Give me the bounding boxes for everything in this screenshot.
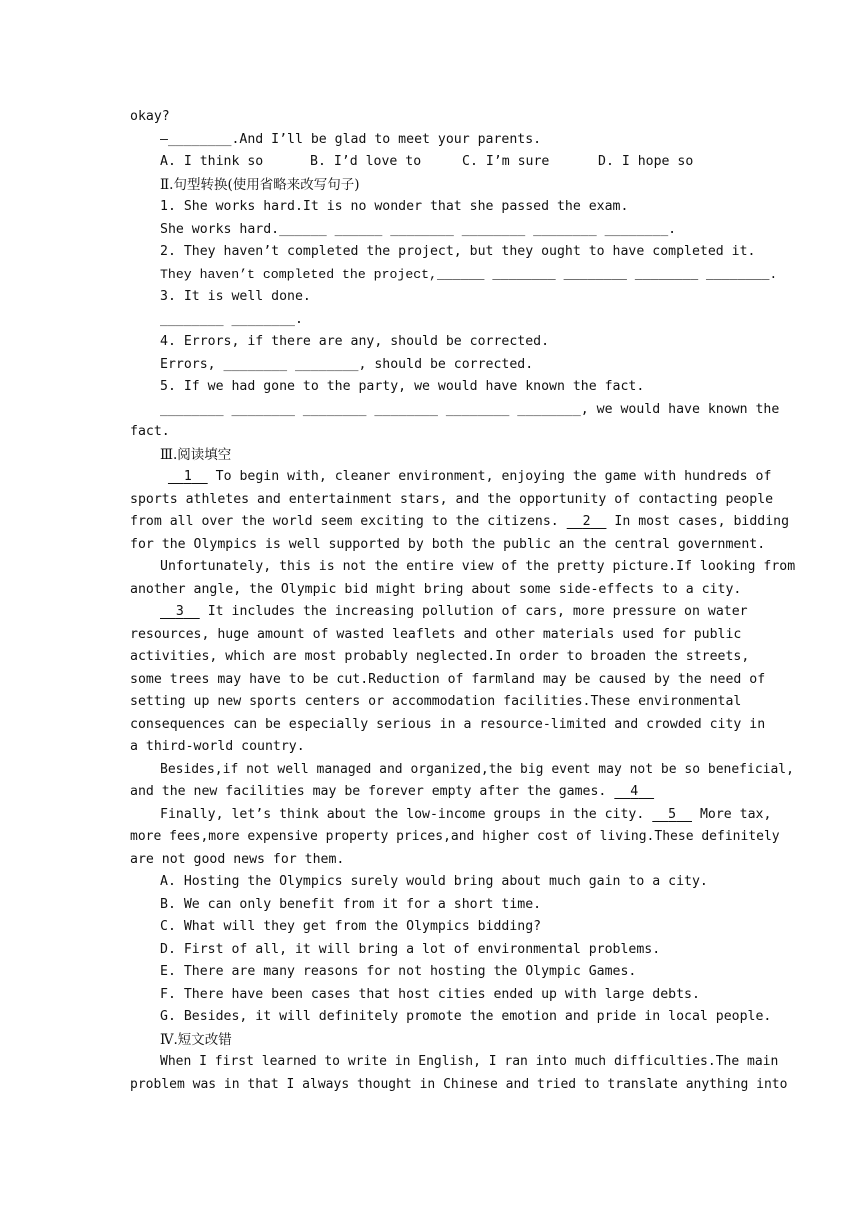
question-continuation: okay? xyxy=(130,109,170,124)
exercise-line: She works hard.______ ______ ________ ________ ________ ________. xyxy=(160,221,677,237)
reading-option-e: E. There are many reasons for not hosting the Olympic Games. xyxy=(160,964,637,979)
option-b: B. I’d love to xyxy=(310,154,422,169)
reading-option-g: G. Besides, it will definitely promote the emotion and pride in local people. xyxy=(160,1009,772,1024)
exercise-line: They haven’t completed the project,______ ________ ________ ________ ________. xyxy=(160,266,778,282)
exercise-line: 1. She works hard.It is no wonder that she passed the exam. xyxy=(160,199,629,214)
option-c: C. I’m sure xyxy=(462,154,550,169)
exercise-line: Errors, ________ ________, should be corrected. xyxy=(160,356,534,372)
option-a: A. I think so xyxy=(160,154,264,169)
option-d: D. I hope so xyxy=(598,154,694,169)
exercise-line: 3. It is well done. xyxy=(160,289,311,304)
gap-4: 4 xyxy=(630,784,639,799)
passage-line: setting up new sports centers or accommodation facilities.These environmental xyxy=(130,694,742,709)
reading-option-c: C. What will they get from the Olympics bidding? xyxy=(160,919,542,934)
passage-line: resources, huge amount of wasted leaflets and other materials used for public xyxy=(130,626,742,642)
passage-line: from all over the world seem exciting to the citizens. 2 In most cases, bidding xyxy=(130,514,790,529)
section-heading-reading-fill: Ⅲ.阅读填空 xyxy=(160,446,232,463)
passage-line: 3 It includes the increasing pollution of cars, more pressure on water xyxy=(130,601,730,624)
passage-line: 1 To begin with, cleaner environment, enjoying the game with hundreds of xyxy=(130,466,730,489)
gap-1: 1 xyxy=(183,469,192,484)
passage-line: are not good news for them. xyxy=(130,851,345,867)
reading-option-d: D. First of all, it will bring a lot of environmental problems. xyxy=(160,941,661,957)
reading-option-f: F. There have been cases that host cities ended up with large debts. xyxy=(160,986,700,1002)
gap-3: 3 xyxy=(175,604,184,619)
exercise-line: ________ ________. xyxy=(160,311,303,327)
reading-option-b: B. We can only benefit from it for a short time. xyxy=(160,896,542,912)
section-heading-sentence-transform: Ⅱ.句型转换(使用省略来改写句子) xyxy=(160,176,360,193)
passage-line: Besides,if not well managed and organized,the big event may not be so beneficial, xyxy=(160,761,794,777)
passage-line: some trees may have to be cut.Reduction of farmland may be caused by the need of xyxy=(130,671,766,687)
passage-line: When I first learned to write in English, I ran into much difficulties.The main xyxy=(160,1054,779,1069)
passage-line: activities, which are most probably neglected.In order to broaden the streets, xyxy=(130,649,750,664)
passage-line: for the Olympics is well supported by both the public an the central government. xyxy=(130,536,766,552)
reading-option-a: A. Hosting the Olympics surely would bring about much gain to a city. xyxy=(160,874,708,889)
passage-line: more fees,more expensive property prices,and higher cost of living.These definitely xyxy=(130,829,780,844)
section-heading-error-correction: Ⅳ.短文改错 xyxy=(160,1031,232,1048)
exercise-line: ________ ________ ________ ________ ________ ________, we would have known the xyxy=(160,401,780,417)
gap-5: 5 xyxy=(668,806,677,822)
exercise-line: 2. They haven’t completed the project, but they ought to have completed it. xyxy=(160,244,756,259)
answer-options-row xyxy=(130,151,730,174)
passage-line: consequences can be especially serious in a resource-limited and crowded city in xyxy=(130,716,766,732)
passage-line: Unfortunately, this is not the entire view of the pretty picture.If looking from xyxy=(160,559,796,574)
dialogue-reply: —________.And I’ll be glad to meet your parents. xyxy=(160,131,542,147)
passage-line: sports athletes and entertainment stars, and the opportunity of contacting people xyxy=(130,491,774,507)
exercise-line: 4. Errors, if there are any, should be corrected. xyxy=(160,334,550,349)
passage-line: problem was in that I always thought in Chinese and tried to translate anything into xyxy=(130,1076,788,1092)
passage-line: Finally, let’s think about the low-income groups in the city. 5 More tax, xyxy=(160,806,772,822)
passage-line: another angle, the Olympic bid might bring about some side-effects to a city. xyxy=(130,581,742,597)
passage-line: a third-world country. xyxy=(130,739,305,754)
exercise-line: 5. If we had gone to the party, we would have known the fact. xyxy=(160,379,645,394)
gap-2: 2 xyxy=(582,514,591,529)
exercise-line: fact. xyxy=(130,424,170,439)
passage-line: and the new facilities may be forever empty after the games. 4 xyxy=(130,781,730,804)
